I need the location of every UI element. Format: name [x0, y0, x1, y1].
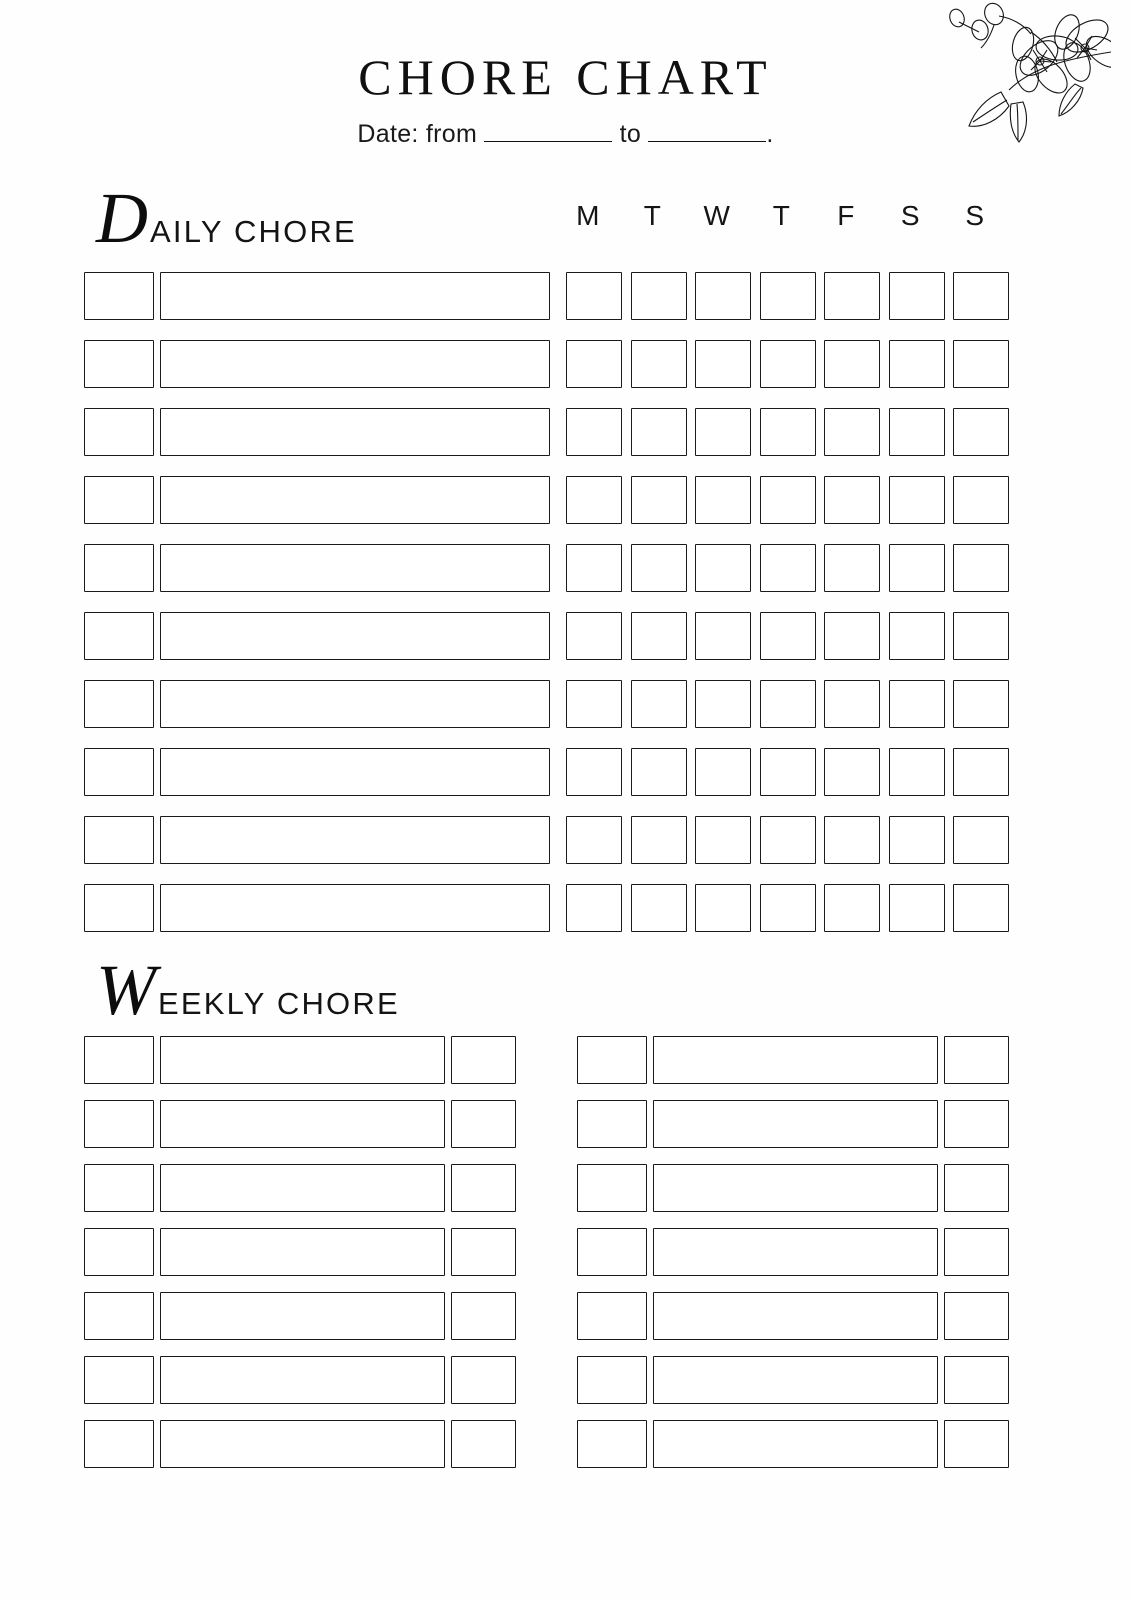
- daily-day-box[interactable]: [760, 612, 816, 660]
- daily-day-box[interactable]: [631, 680, 687, 728]
- weekly-task-field[interactable]: [160, 1356, 445, 1404]
- daily-day-box[interactable]: [824, 612, 880, 660]
- weekly-done-box[interactable]: [451, 1036, 516, 1084]
- weekly-chore-row: [577, 1412, 1009, 1476]
- daily-heading-text: AILY CHORE: [150, 214, 357, 249]
- daily-day-box[interactable]: [953, 340, 1009, 388]
- daily-day-box[interactable]: [824, 408, 880, 456]
- daily-day-box[interactable]: [760, 680, 816, 728]
- daily-day-box[interactable]: [889, 476, 945, 524]
- daily-checkbox[interactable]: [84, 476, 154, 524]
- daily-day-box[interactable]: [889, 612, 945, 660]
- weekly-task-field[interactable]: [653, 1036, 938, 1084]
- weekly-chore-row: [577, 1028, 1009, 1092]
- weekly-task-field[interactable]: [160, 1292, 445, 1340]
- daily-day-box[interactable]: [953, 612, 1009, 660]
- daily-day-box[interactable]: [760, 544, 816, 592]
- weekly-chore-heading: [96, 950, 400, 1030]
- daily-day-box[interactable]: [695, 816, 751, 864]
- daily-day-box[interactable]: [695, 680, 751, 728]
- daily-day-box[interactable]: [953, 476, 1009, 524]
- daily-day-box[interactable]: [631, 748, 687, 796]
- daily-day-box[interactable]: [695, 884, 751, 932]
- daily-day-box[interactable]: [760, 340, 816, 388]
- daily-day-box[interactable]: [889, 816, 945, 864]
- daily-day-box[interactable]: [566, 544, 622, 592]
- weekly-task-field[interactable]: [653, 1292, 938, 1340]
- weekly-checkbox[interactable]: [577, 1292, 647, 1340]
- daily-checkbox[interactable]: [84, 680, 154, 728]
- daily-chore-row: [84, 738, 1009, 806]
- weekly-chore-row: [84, 1156, 516, 1220]
- page-title: CHORE CHART: [358, 49, 773, 105]
- daily-day-box[interactable]: [631, 476, 687, 524]
- daily-day-box[interactable]: [566, 612, 622, 660]
- daily-day-box[interactable]: [631, 816, 687, 864]
- daily-day-box[interactable]: [953, 544, 1009, 592]
- daily-day-box[interactable]: [889, 272, 945, 320]
- daily-day-box[interactable]: [824, 544, 880, 592]
- daily-chore-row: [84, 874, 1009, 942]
- weekly-checkbox[interactable]: [84, 1420, 154, 1468]
- daily-day-box[interactable]: [566, 476, 622, 524]
- daily-chore-heading: [96, 178, 357, 258]
- weekly-checkbox[interactable]: [577, 1356, 647, 1404]
- weekly-task-field[interactable]: [653, 1420, 938, 1468]
- daily-day-box[interactable]: [953, 408, 1009, 456]
- weekly-task-field[interactable]: [653, 1228, 938, 1276]
- daily-chore-row: [84, 534, 1009, 602]
- weekly-checkbox[interactable]: [577, 1100, 647, 1148]
- daily-task-field[interactable]: [160, 748, 550, 796]
- weekly-done-box[interactable]: [451, 1100, 516, 1148]
- daily-day-box[interactable]: [566, 884, 622, 932]
- weekly-checkbox[interactable]: [84, 1292, 154, 1340]
- daily-day-box[interactable]: [824, 748, 880, 796]
- daily-day-box[interactable]: [566, 340, 622, 388]
- weekly-chore-row: [577, 1092, 1009, 1156]
- weekly-checkbox[interactable]: [84, 1036, 154, 1084]
- weekly-checkbox[interactable]: [84, 1164, 154, 1212]
- weekly-checkbox[interactable]: [84, 1228, 154, 1276]
- daily-day-box[interactable]: [631, 408, 687, 456]
- daily-day-box[interactable]: [695, 340, 751, 388]
- daily-day-box[interactable]: [631, 544, 687, 592]
- weekly-done-box[interactable]: [944, 1356, 1009, 1404]
- daily-day-box[interactable]: [760, 408, 816, 456]
- weekly-chore-row: [84, 1092, 516, 1156]
- daily-day-box[interactable]: [953, 272, 1009, 320]
- daily-day-box[interactable]: [889, 544, 945, 592]
- daily-day-box[interactable]: [824, 884, 880, 932]
- daily-chore-row: [84, 602, 1009, 670]
- daily-day-box[interactable]: [566, 680, 622, 728]
- daily-day-box[interactable]: [695, 748, 751, 796]
- weekly-task-field[interactable]: [160, 1164, 445, 1212]
- weekday-label-saturday: S: [900, 200, 921, 231]
- daily-task-field[interactable]: [160, 476, 550, 524]
- daily-day-box[interactable]: [760, 816, 816, 864]
- daily-task-field[interactable]: [160, 680, 550, 728]
- weekly-done-box[interactable]: [944, 1228, 1009, 1276]
- weekly-done-box[interactable]: [944, 1100, 1009, 1148]
- daily-day-box[interactable]: [953, 816, 1009, 864]
- daily-day-box[interactable]: [695, 544, 751, 592]
- daily-heading-dropcap: D: [96, 178, 148, 258]
- daily-chore-row: [84, 466, 1009, 534]
- daily-day-box[interactable]: [824, 816, 880, 864]
- daily-day-box[interactable]: [760, 272, 816, 320]
- date-from-label: Date: from: [357, 120, 478, 148]
- weekly-task-field[interactable]: [160, 1100, 445, 1148]
- daily-day-box[interactable]: [889, 408, 945, 456]
- weekly-chore-row: [84, 1220, 516, 1284]
- daily-checkbox[interactable]: [84, 816, 154, 864]
- date-range-line: [0, 120, 1131, 149]
- weekly-task-field[interactable]: [653, 1164, 938, 1212]
- date-to-label: to: [619, 120, 642, 148]
- daily-chore-grid: [84, 262, 1009, 942]
- weekly-chore-row: [84, 1028, 516, 1092]
- daily-task-field[interactable]: [160, 272, 550, 320]
- weekly-chore-row: [577, 1156, 1009, 1220]
- weekly-checkbox[interactable]: [84, 1100, 154, 1148]
- weekly-heading-text: EEKLY CHORE: [157, 986, 400, 1021]
- weekday-label-tuesday: T: [643, 200, 662, 231]
- weekly-checkbox[interactable]: [577, 1420, 647, 1468]
- daily-task-field[interactable]: [160, 544, 550, 592]
- daily-checkbox[interactable]: [84, 408, 154, 456]
- daily-day-box[interactable]: [824, 340, 880, 388]
- daily-checkbox[interactable]: [84, 272, 154, 320]
- daily-day-box[interactable]: [760, 748, 816, 796]
- daily-day-box[interactable]: [695, 272, 751, 320]
- weekly-task-field[interactable]: [653, 1356, 938, 1404]
- daily-day-box[interactable]: [824, 272, 880, 320]
- daily-chore-row: [84, 806, 1009, 874]
- weekly-heading-dropcap: W: [96, 950, 156, 1030]
- daily-task-field[interactable]: [160, 340, 550, 388]
- daily-day-box[interactable]: [631, 612, 687, 660]
- daily-day-box[interactable]: [566, 272, 622, 320]
- weekly-done-box[interactable]: [944, 1420, 1009, 1468]
- weekly-chore-grid-right: [577, 1028, 1009, 1476]
- daily-checkbox[interactable]: [84, 884, 154, 932]
- daily-chore-row: [84, 330, 1009, 398]
- daily-day-box[interactable]: [824, 476, 880, 524]
- daily-day-box[interactable]: [695, 476, 751, 524]
- daily-day-box[interactable]: [760, 476, 816, 524]
- daily-day-box[interactable]: [889, 340, 945, 388]
- daily-day-box[interactable]: [953, 748, 1009, 796]
- daily-task-field[interactable]: [160, 816, 550, 864]
- weekly-done-box[interactable]: [944, 1292, 1009, 1340]
- weekly-done-box[interactable]: [944, 1036, 1009, 1084]
- daily-day-box[interactable]: [889, 884, 945, 932]
- weekly-done-box[interactable]: [451, 1164, 516, 1212]
- daily-day-box[interactable]: [760, 884, 816, 932]
- weekday-label-sunday: S: [965, 200, 986, 231]
- daily-day-box[interactable]: [889, 680, 945, 728]
- daily-checkbox[interactable]: [84, 748, 154, 796]
- daily-chore-row: [84, 398, 1009, 466]
- weekly-checkbox[interactable]: [577, 1036, 647, 1084]
- weekly-checkbox[interactable]: [577, 1164, 647, 1212]
- date-to-field[interactable]: [648, 123, 766, 142]
- daily-day-box[interactable]: [695, 408, 751, 456]
- daily-checkbox[interactable]: [84, 544, 154, 592]
- weekly-chore-row: [577, 1284, 1009, 1348]
- weekday-label-wednesday: W: [703, 200, 731, 231]
- weekly-task-field[interactable]: [160, 1036, 445, 1084]
- weekly-done-box[interactable]: [944, 1164, 1009, 1212]
- weekly-done-box[interactable]: [451, 1228, 516, 1276]
- daily-task-field[interactable]: [160, 612, 550, 660]
- weekly-done-box[interactable]: [451, 1356, 516, 1404]
- date-period: .: [766, 120, 774, 148]
- weekday-header-row: [556, 200, 1008, 232]
- weekly-chore-row: [84, 1284, 516, 1348]
- weekly-done-box[interactable]: [451, 1292, 516, 1340]
- weekly-chore-grid-left: [84, 1028, 516, 1476]
- daily-day-box[interactable]: [566, 816, 622, 864]
- daily-day-box[interactable]: [631, 340, 687, 388]
- weekly-chore-row: [84, 1412, 516, 1476]
- weekly-chore-row: [84, 1348, 516, 1412]
- daily-chore-row: [84, 262, 1009, 330]
- daily-day-box[interactable]: [631, 884, 687, 932]
- weekday-label-friday: F: [837, 200, 856, 231]
- weekly-chore-row: [577, 1220, 1009, 1284]
- daily-chore-row: [84, 670, 1009, 738]
- daily-day-box[interactable]: [824, 680, 880, 728]
- daily-day-box[interactable]: [695, 612, 751, 660]
- weekly-done-box[interactable]: [451, 1420, 516, 1468]
- daily-task-field[interactable]: [160, 408, 550, 456]
- weekday-label-thursday: T: [772, 200, 791, 231]
- daily-checkbox[interactable]: [84, 612, 154, 660]
- weekly-task-field[interactable]: [160, 1228, 445, 1276]
- daily-day-box[interactable]: [953, 680, 1009, 728]
- weekly-checkbox[interactable]: [84, 1356, 154, 1404]
- weekly-task-field[interactable]: [653, 1100, 938, 1148]
- daily-checkbox[interactable]: [84, 340, 154, 388]
- weekday-label-monday: M: [576, 200, 601, 231]
- daily-day-box[interactable]: [889, 748, 945, 796]
- weekly-checkbox[interactable]: [577, 1228, 647, 1276]
- weekly-chore-row: [577, 1348, 1009, 1412]
- daily-day-box[interactable]: [566, 748, 622, 796]
- daily-day-box[interactable]: [566, 408, 622, 456]
- date-from-field[interactable]: [484, 123, 612, 142]
- daily-task-field[interactable]: [160, 884, 550, 932]
- weekly-task-field[interactable]: [160, 1420, 445, 1468]
- daily-day-box[interactable]: [953, 884, 1009, 932]
- daily-day-box[interactable]: [631, 272, 687, 320]
